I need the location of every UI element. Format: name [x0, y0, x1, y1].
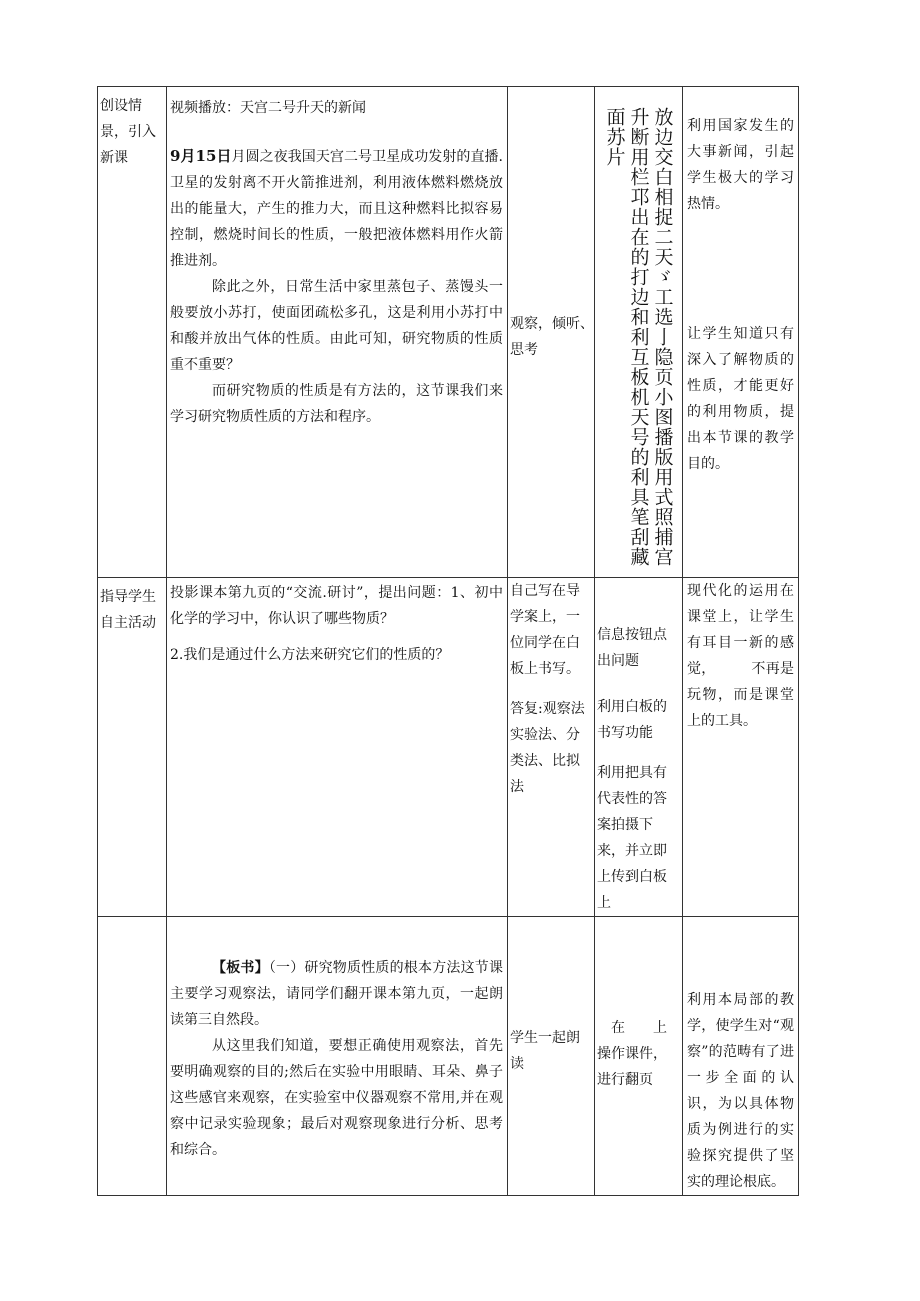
content-cell	[167, 917, 508, 1196]
media-text: 利用把具有代表性的答案拍摄下来，并立即上传到白板上	[597, 765, 667, 911]
content-paragraph: 从这里我们知道，要想正确使用观察法，首先要明确观察的目的;然后在实验中用眼睛、耳朵、鼻子这些感官来观察，在实验室中仪器观察不常用,并在观察中记录实验现象；最后对观察现象进行分析、思考和综合。	[170, 1038, 503, 1158]
media-text: 在 上操作课件，进行翻页	[597, 1020, 667, 1088]
stage-cell	[98, 578, 167, 917]
table-row	[98, 87, 799, 578]
media-text: 信息按钮点出问题	[597, 627, 667, 669]
board-tag: 【板书】	[212, 960, 269, 976]
content-cell	[167, 87, 508, 578]
table-row	[98, 578, 799, 917]
intent-text: 利用国家发生的大事新闻，引起学生极大的学习热情。	[687, 118, 794, 212]
media-text: 利用白板的书写功能	[597, 699, 667, 741]
table-row	[98, 917, 799, 1196]
stage-label	[98, 917, 166, 923]
intent-text: 让学生知道只有深入了解物质的性质，才能更好的利用物质，提出本节课的教学目的。	[687, 326, 794, 472]
student-activity: 观察，倾听、思考	[510, 316, 594, 358]
date-text: 9月15日	[170, 147, 232, 165]
media-cell	[595, 917, 683, 1196]
content-paragraph: 除此之外，日常生活中家里蒸包子、蒸馒头一般要放小苏打，使面团疏松多孔，这是利用小苏打中和酸并放出气体的性质。由此可知，研究物质的性质重不重要？	[170, 279, 503, 373]
intent-text: 现代化的运用在课堂上，让学生有耳目一新的感觉， 不再是玩物，而是课堂上的工具。	[687, 583, 794, 729]
student-activity-cell	[508, 87, 595, 578]
intent-cell	[683, 87, 799, 578]
media-vertical-text: 放边交白相捉二天ゞ工选亅隐页小图播版用式照捕宫升断用栏邛出在的打边和利互板机天号的利具笔刮藏面苏片	[603, 107, 674, 567]
content-paragraph: 9月15日月圆之夜我国天宫二号卫星成功发射的直播.卫星的发射离不开火箭推进剂，利用液体燃料燃烧放出的能量大，产生的推力大，而且这种燃料比拟容易控制，燃烧时间长的性质，一般把液体燃料用作火箭推进剂。	[170, 147, 503, 269]
stage-label: 创设情景，引入新课	[100, 98, 156, 166]
student-activity-cell	[508, 917, 595, 1196]
content-paragraph: 【板书】（一）研究物质性质的根本方法这节课主要学习观察法，请同学们翻开课本第九页，一起朗读第三自然段。	[170, 960, 504, 1028]
intent-cell	[683, 578, 799, 917]
stage-label: 指导学生自主活动	[100, 589, 156, 631]
student-activity: 学生一起朗读	[510, 1030, 580, 1072]
stage-cell	[98, 87, 167, 578]
media-cell	[595, 578, 683, 917]
content-paragraph: 而研究物质的性质是有方法的，这节课我们来学习研究物质性质的方法和程序。	[170, 383, 503, 425]
lesson-plan-table	[97, 86, 799, 1196]
content-title: 视频播放：天宫二号升天的新闻	[170, 100, 366, 116]
media-cell	[595, 87, 683, 578]
intent-text: 利用本局部的教学，使学生对“观察”的范畴有了进一步全面的认识，为以具体物质为例进行的实验探究提供了坚实的理论根底。	[687, 992, 794, 1190]
content-cell	[167, 578, 508, 917]
content-paragraph: 2.我们是通过什么方法来研究它们的性质的？	[170, 647, 450, 663]
stage-cell	[98, 917, 167, 1196]
student-activity-cell	[508, 578, 595, 917]
student-activity: 自己写在导学案上，一位同学在白板上书写。	[510, 583, 580, 677]
intent-cell	[683, 917, 799, 1196]
student-activity: 答复:观察法实验法、分类法、比拟法	[510, 701, 585, 795]
content-paragraph: 投影课本第九页的“交流.研讨”，提出问题：1、初中化学的学习中，你认识了哪些物质？	[170, 585, 503, 627]
